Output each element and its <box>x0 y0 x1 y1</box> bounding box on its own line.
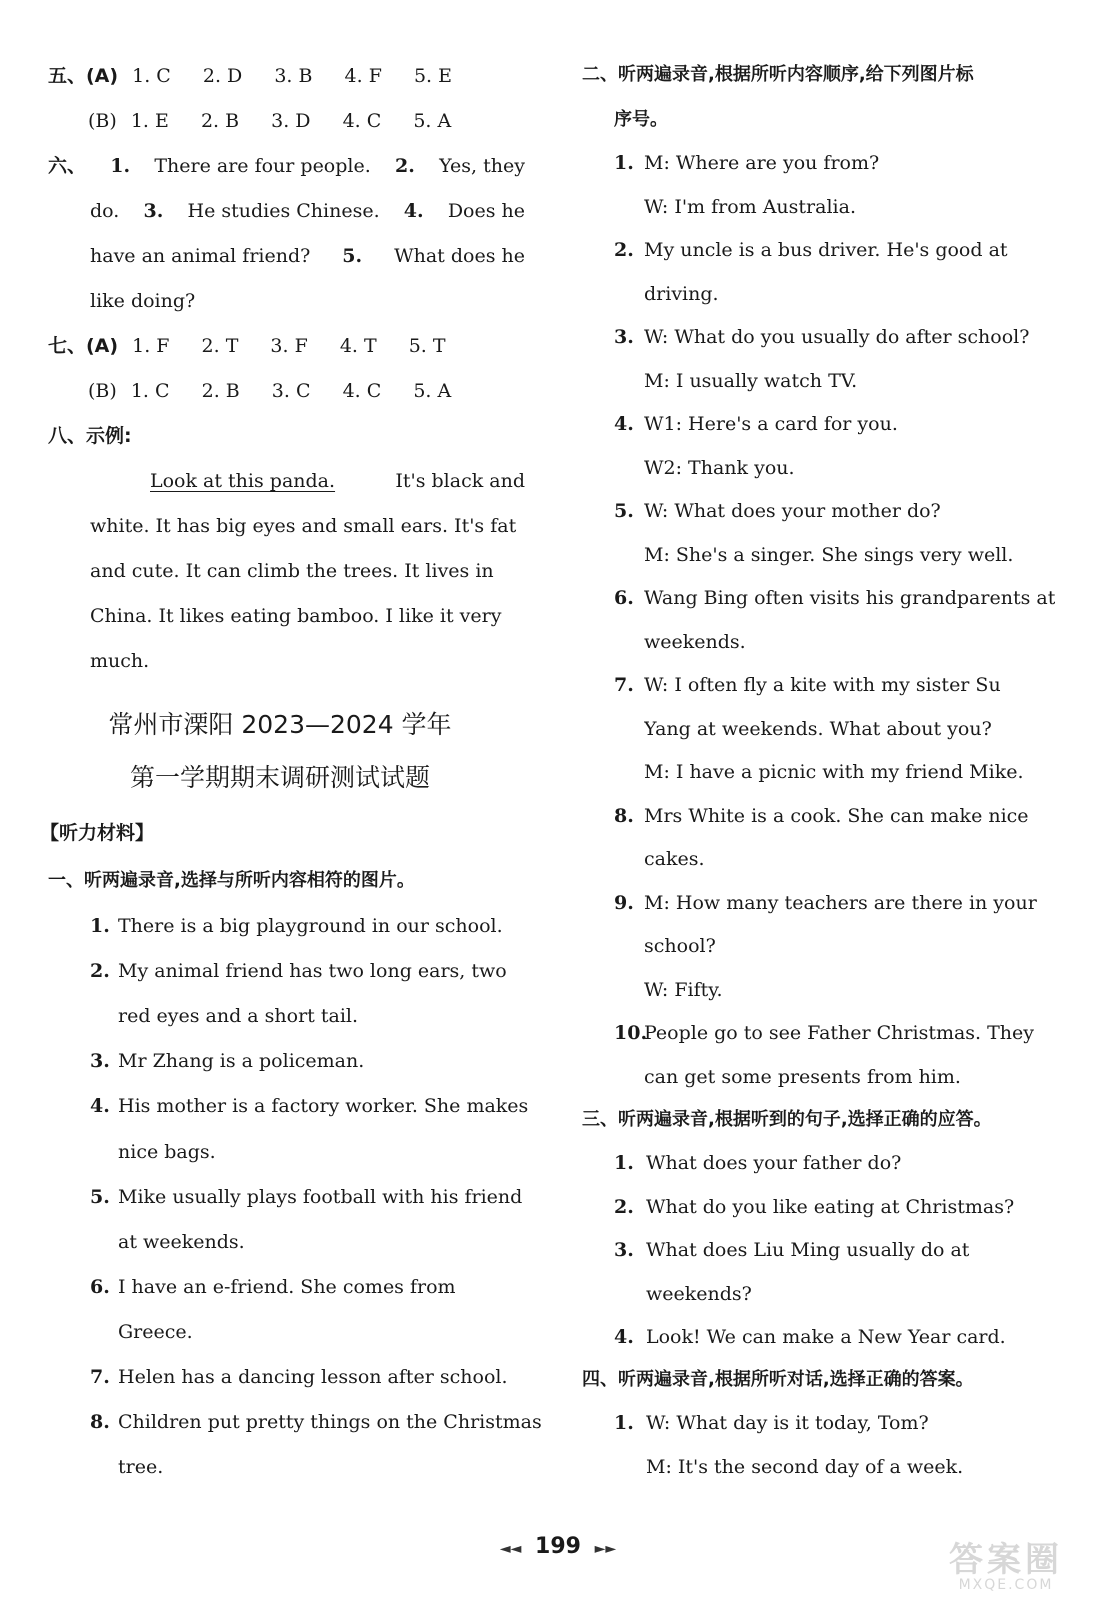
answer-text: What does he <box>394 245 525 267</box>
item-text: W: Fifty. <box>644 978 723 1001</box>
item-text: Helen has a dancing lesson after school. <box>118 1366 508 1388</box>
sec7-label: 七、(A) <box>48 335 119 357</box>
item-text: People go to see Father Christmas. They <box>644 1022 1035 1044</box>
item-number: 3. <box>143 200 164 222</box>
item-text: What does your father do? <box>646 1152 902 1174</box>
answer: 4. F <box>344 65 382 87</box>
item-text: Look! We can make a New Year card. <box>646 1326 1006 1348</box>
item-text: school? <box>644 935 716 957</box>
item-number: 4. <box>614 1326 634 1348</box>
item-text: W: I'm from Australia. <box>644 195 856 218</box>
answer-text: Yes, they <box>439 155 525 177</box>
item-text: M: Where are you from? <box>644 152 880 174</box>
item-text: My animal friend has two long ears, two <box>118 960 507 983</box>
answer: 3. C <box>271 380 311 402</box>
item-number: 5. <box>90 1185 110 1208</box>
answer: 5. T <box>408 335 446 357</box>
sec8-heading: 八、示例: <box>48 425 132 447</box>
item-number: 6. <box>614 587 634 609</box>
part4-heading: 四、听两遍录音,根据所听对话,选择正确的答案。 <box>582 1369 974 1390</box>
item-text: M: I have a picnic with my friend Mike. <box>644 761 1024 783</box>
sec6-line-1 <box>48 154 525 178</box>
sec8-line-1 <box>150 469 525 493</box>
item-text: Greece. <box>118 1320 193 1343</box>
item-number: 10. <box>614 1022 648 1044</box>
item-number: 7. <box>614 674 634 696</box>
item-number: 9. <box>614 891 634 914</box>
watermark-logo <box>926 1542 1086 1592</box>
answer: 1. C <box>130 380 170 402</box>
sec8-line-4: China. It likes eating bamboo. I like it very <box>90 605 502 627</box>
answer: 1. F <box>132 335 170 357</box>
sec5-row-a <box>48 64 452 88</box>
answer-text: There are four people. <box>154 155 371 177</box>
item-text: What do you like eating at Christmas? <box>646 1195 1015 1218</box>
item-text: His mother is a factory worker. She makes <box>118 1095 529 1118</box>
answer: 2. D <box>202 65 243 87</box>
part2-heading-cont: 序号。 <box>614 109 668 130</box>
answer: 3. D <box>271 110 311 132</box>
answer: 3. B <box>274 65 313 87</box>
answer: 4. C <box>342 380 382 402</box>
item-text: at weekends. <box>118 1230 245 1253</box>
item-text: M: It's the second day of a week. <box>646 1455 964 1478</box>
sec5-label: 五、(A) <box>48 65 119 87</box>
item-text: W: What do you usually do after school? <box>644 326 1030 348</box>
next-page-arrows: ►► <box>594 1541 617 1557</box>
item-text: tree. <box>118 1456 164 1479</box>
answer: 4. C <box>342 110 382 132</box>
watermark-url: MXQE.COM <box>958 1577 1054 1593</box>
item-number: 3. <box>614 326 634 348</box>
prev-page-arrows: ◄◄ <box>499 1541 522 1557</box>
item-number: 3. <box>90 1050 110 1073</box>
item-text: My uncle is a bus driver. He's good at <box>644 239 1008 261</box>
part1-heading: 一、听两遍录音,选择与所听内容相符的图片。 <box>48 870 415 891</box>
answer: 2. T <box>201 335 239 357</box>
watermark-text: 答案圈 <box>949 1540 1063 1580</box>
item-text: Mike usually plays football with his friend <box>118 1185 523 1208</box>
item-text: can get some presents from him. <box>644 1065 961 1088</box>
sec8-line-5: much. <box>90 650 150 672</box>
item-number: 8. <box>614 804 634 827</box>
item-text: W: I often fly a kite with my sister Su <box>644 674 1001 696</box>
underlined-phrase: Look at this panda. <box>150 470 336 492</box>
item-number: 4. <box>614 413 634 435</box>
answer: 5. A <box>413 110 452 132</box>
item-number: 1. <box>614 1412 634 1434</box>
answer: 1. E <box>130 110 169 132</box>
item-text: Mr Zhang is a policeman. <box>118 1050 365 1073</box>
item-number: 3. <box>614 1239 634 1261</box>
item-text: I have an e-friend. She comes from <box>118 1275 456 1298</box>
item-text: Mrs White is a cook. She can make nice <box>644 804 1029 827</box>
item-text: M: How many teachers are there in your <box>644 891 1037 914</box>
item-text: W2: Thank you. <box>644 456 795 479</box>
item-text: cakes. <box>644 848 705 870</box>
item-number: 2. <box>90 960 110 983</box>
sec8-line-3: and cute. It can climb the trees. It lives in <box>90 560 494 582</box>
item-number: 7. <box>90 1366 110 1388</box>
item-number: 1. <box>614 152 634 174</box>
answer: 3. F <box>270 335 308 357</box>
item-number: 1. <box>90 915 110 937</box>
item-text: W: What does your mother do? <box>644 500 941 522</box>
item-number: 5. <box>342 245 363 267</box>
answer-text: Does he <box>447 200 525 222</box>
answer: 5. A <box>413 380 452 402</box>
answer: 2. B <box>200 110 240 132</box>
item-text: Yang at weekends. What about you? <box>644 717 992 740</box>
item-number: 8. <box>90 1411 110 1434</box>
page-number: 199 <box>535 1534 581 1559</box>
sec8-line-2: white. It has big eyes and small ears. It's fat <box>90 515 517 537</box>
item-number: 5. <box>614 500 634 522</box>
answer: 5. E <box>413 65 452 87</box>
exam-title-line-2: 第一学期期末调研测试试题 <box>129 763 430 792</box>
answer: 2. B <box>201 380 240 402</box>
sec7-row-b <box>88 379 468 403</box>
answer: 1. C <box>132 65 171 87</box>
item-text: red eyes and a short tail. <box>118 1005 359 1028</box>
item-number: 2. <box>395 155 415 177</box>
answer-text: do. <box>90 200 120 222</box>
item-text: W: What day is it today, Tom? <box>646 1412 929 1434</box>
item-text: What does Liu Ming usually do at <box>646 1239 970 1261</box>
item-text: M: She's a singer. She sings very well. <box>644 543 1014 566</box>
part2-heading: 二、听两遍录音,根据所听内容顺序,给下列图片标 <box>582 64 974 85</box>
item-number: 4. <box>90 1095 110 1118</box>
listening-material-label: 【听力材料】 <box>40 822 155 844</box>
essay-text: It's black and <box>395 470 525 492</box>
item-text: driving. <box>644 282 719 305</box>
sec5-row-b <box>88 109 468 133</box>
item-text: Wang Bing often visits his grandparents at <box>644 587 1056 609</box>
answer-text: have an animal friend? <box>90 245 311 267</box>
item-text: weekends. <box>644 630 746 653</box>
item-number: 4. <box>403 200 424 222</box>
sec6-line-3 <box>90 244 525 268</box>
item-text: M: I usually watch TV. <box>644 369 858 392</box>
item-text: There is a big playground in our school. <box>118 915 503 937</box>
item-number: 1. <box>614 1152 634 1174</box>
item-number: 6. <box>90 1275 110 1298</box>
sec5-b-label: (B) <box>88 110 117 132</box>
item-number: 1. <box>110 155 131 177</box>
sec7-b-label: (B) <box>88 380 117 402</box>
item-number: 2. <box>614 1195 634 1218</box>
item-text: weekends? <box>646 1282 752 1305</box>
sec7-row-a <box>48 334 468 358</box>
answer: 4. T <box>339 335 377 357</box>
item-number: 2. <box>614 239 634 261</box>
sec6-label: 六、 <box>48 155 87 177</box>
item-text: W1: Here's a card for you. <box>644 413 898 435</box>
part3-heading: 三、听两遍录音,根据听到的句子,选择正确的应答。 <box>582 1109 992 1130</box>
sec6-line-4: like doing? <box>90 290 196 312</box>
item-text: Children put pretty things on the Christmas <box>118 1411 542 1434</box>
exam-title-line-1: 常州市溧阳 2023—2024 学年 <box>108 710 452 739</box>
sec6-line-2 <box>90 199 525 223</box>
answer-text: He studies Chinese. <box>187 200 380 222</box>
item-text: nice bags. <box>118 1140 216 1163</box>
